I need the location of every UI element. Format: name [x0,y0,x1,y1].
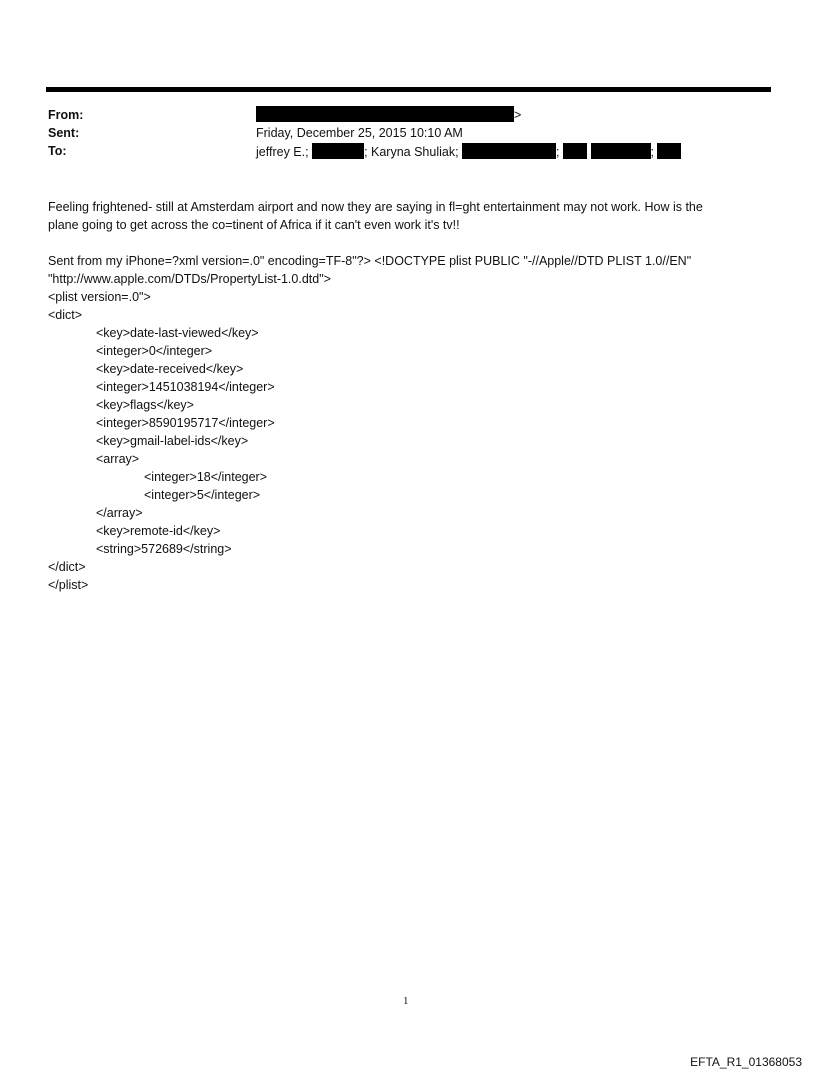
plist-line: Sent from my iPhone=?xml version=.0" encoding=TF-8"?> <!DOCTYPE plist PUBLIC "-//Apple//DTD PLIST 1.0//EN" [48,254,692,268]
to-recipient-1: jeffrey E.; [256,145,309,159]
plist-line: <key>flags</key> [96,398,194,412]
from-value-suffix: > [514,108,522,122]
plist-line: <dict> [48,308,83,322]
plist-line: <array> [96,452,140,466]
plist-line: <integer>5</integer> [144,488,261,502]
plist-line: <integer>8590195717</integer> [96,416,275,430]
redaction-box [591,143,651,159]
plist-block [48,252,778,594]
plist-line: <key>gmail-label-ids</key> [96,434,249,448]
plist-line: <key>date-received</key> [96,362,244,376]
redaction-box [563,143,587,159]
plist-line: <string>572689</string> [96,542,232,556]
redaction-box [657,143,681,159]
redaction-box [312,143,364,159]
plist-line: <integer>18</integer> [144,470,268,484]
redaction-box [462,143,556,159]
page-number: 1 [403,995,409,1007]
to-separator-1: ; [556,145,560,159]
document-id: EFTA_R1_01368053 [690,1055,802,1069]
to-label: To: [48,144,67,158]
plist-line: </dict> [48,560,86,574]
plist-line: <plist version=.0"> [48,290,151,304]
plist-line: <key>date-last-viewed</key> [96,326,259,340]
plist-line: <key>remote-id</key> [96,524,221,538]
to-value [256,143,681,159]
to-recipient-2: ; Karyna Shuliak; [364,145,459,159]
from-label: From: [48,108,84,122]
redaction-box [256,106,514,122]
plist-line: "http://www.apple.com/DTDs/PropertyList-1.0.dtd"> [48,272,331,286]
plist-line: <integer>0</integer> [96,344,213,358]
from-value [256,106,521,122]
sent-label: Sent: [48,126,80,140]
message-line: plane going to get across the co=tinent of Africa if it can't even work it's tv!! [48,218,460,232]
message-body [48,198,778,234]
plist-line: </plist> [48,578,89,592]
to-separator-2: ; [650,145,654,159]
sent-value: Friday, December 25, 2015 10:10 AM [256,126,463,140]
message-line: Feeling frightened- still at Amsterdam airport and now they are saying in fl=ght entertainment may not work. How is the [48,200,703,214]
plist-line: <integer>1451038194</integer> [96,380,275,394]
header-rule [46,87,771,92]
plist-line: </array> [96,506,143,520]
